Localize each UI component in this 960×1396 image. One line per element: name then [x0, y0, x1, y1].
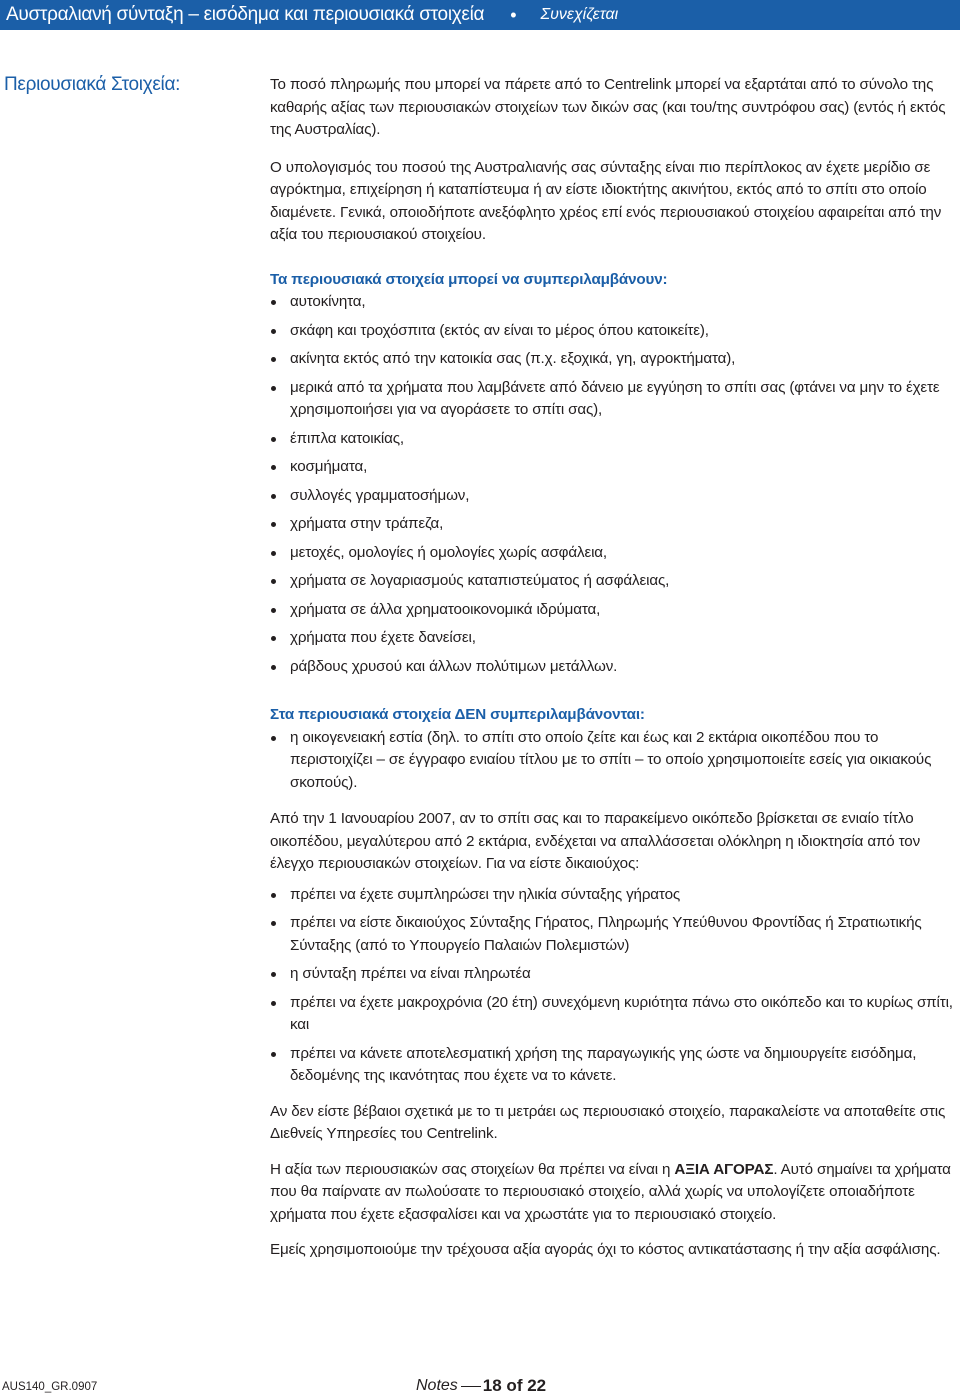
- list-item: ράβδους χρυσού και άλλων πολύτιμων μετάλλων.: [270, 656, 958, 679]
- bullet-icon: [271, 1001, 276, 1006]
- list-item: ακίνητα εκτός από την κατοικία σας (π.χ. εξοχικά, γη, αγροκτήματα),: [270, 348, 958, 371]
- footer-dash: [461, 1386, 481, 1387]
- header-bullet: •: [510, 4, 517, 25]
- bullet-icon: [271, 1052, 276, 1057]
- exclude-heading: Στα περιουσιακά στοιχεία ΔΕΝ συμπεριλαμβάνονται:: [270, 706, 645, 723]
- paragraph-market-value: Η αξία των περιουσιακών σας στοιχείων θα πρέπει να είναι η ΑΞΙΑ ΑΓΟΡΑΣ. Αυτό σημαίνει τα χρήματα που θα παίρνατε αν πωλούσατε το περιουσιακό στοιχείο, αλλά χωρίς να υπολογίζετε οποιαδήποτε χρήματα που έχετε εξασφαλίσει και να χρωστάτε για το περιουσιακό στοιχείο.: [270, 1160, 951, 1223]
- list-item: η οικογενειακή εστία (δηλ. το σπίτι στο οποίο ζείτε και έως και 2 εκτάρια οικοπέδου που το περιστοιχίζει – σε έγγραφο ενιαίου τίτλου με το σπίτι – το οποίο χρησιμοποιείτε εσείς για οικιακούς σκοπούς).: [270, 727, 958, 795]
- bullet-icon: [271, 329, 276, 334]
- section-label: Περιουσιακά Στοιχεία:: [4, 74, 181, 95]
- list-item: κοσμήματα,: [270, 456, 958, 479]
- bullet-icon: [271, 608, 276, 613]
- header-continued: Συνεχίζεται: [540, 6, 619, 23]
- list-item: μερικά από τα χρήματα που λαμβάνετε από δάνειο με εγγύηση το σπίτι σας (φτάνει να μην το έχετε χρησιμοποιήσει για να αγοράσετε το σπίτι σας),: [270, 377, 958, 422]
- list-item: αυτοκίνητα,: [270, 291, 958, 314]
- bullet-icon: [271, 386, 276, 391]
- intro-paragraph-1: Το ποσό πληρωμής που μπορεί να πάρετε από το Centrelink μπορεί να εξαρτάται από το σύνολο της καθαρής αξίας των περιουσιακών στοιχείων των δικών σας (και του/της συντρόφου σας) (εντός ή εκτός της Αυστραλίας).: [270, 76, 946, 138]
- list-item: σκάφη και τροχόσπιτα (εκτός αν είναι το μέρος όπου κατοικείτε),: [270, 320, 958, 343]
- bullet-icon: [271, 665, 276, 670]
- list-item: έπιπλα κατοικίας,: [270, 428, 958, 451]
- bullet-icon: [271, 921, 276, 926]
- page-header: [0, 0, 960, 30]
- include-list: [270, 291, 958, 678]
- bullet-icon: [271, 893, 276, 898]
- exclude-list: [270, 727, 958, 795]
- include-heading: Τα περιουσιακά στοιχεία μπορεί να συμπεριλαμβάνουν:: [270, 270, 668, 288]
- list-item: η σύνταξη πρέπει να είναι πληρωτέα: [270, 963, 958, 986]
- bullet-icon: [271, 636, 276, 641]
- list-item: πρέπει να έχετε συμπληρώσει την ηλικία σύνταξης γήρατος: [270, 884, 958, 907]
- page-count: 18 of 22: [482, 1376, 547, 1395]
- list-item: πρέπει να έχετε μακροχρόνια (20 έτη) συνεχόμενη κυριότητα πάνω στο οικόπεδο και το κυρίως σπίτι, και: [270, 992, 958, 1037]
- list-item: μετοχές, ομολογίες ή ομολογίες χωρίς ασφάλεια,: [270, 542, 958, 565]
- list-item: πρέπει να είστε δικαιούχος Σύνταξης Γήρατος, Πληρωμής Υπεύθυνου Φροντίδας ή Στρατιωτικής Σύνταξης (από το Υπουργείο Παλαιών Πολεμιστών): [270, 912, 958, 957]
- bullet-icon: [271, 437, 276, 442]
- bullet-icon: [271, 357, 276, 362]
- bullet-icon: [271, 300, 276, 305]
- list-item: χρήματα στην τράπεζα,: [270, 513, 958, 536]
- document-code: AUS140_GR.0907: [2, 1381, 98, 1393]
- bullet-icon: [271, 522, 276, 527]
- paragraph-unsure: Αν δεν είστε βέβαιοι σχετικά με το τι μετράει ως περιουσιακό στοιχείο, παρακαλείστε να αποταθείτε στις Διεθνείς Υπηρεσίες του Centrelink.: [270, 1102, 946, 1142]
- notes-label: Notes: [416, 1377, 458, 1394]
- bullet-icon: [271, 551, 276, 556]
- bullet-icon: [271, 465, 276, 470]
- list-item: χρήματα σε λογαριασμούς καταπιστεύματος ή ασφάλειας,: [270, 570, 958, 593]
- bullet-icon: [271, 494, 276, 499]
- market-value-emphasis: ΑΞΙΑ ΑΓΟΡΑΣ: [674, 1160, 774, 1178]
- header-title: Αυστραλιανή σύνταξη – εισόδημα και περιουσιακά στοιχεία: [6, 4, 485, 25]
- page-number: [416, 1376, 546, 1396]
- main-content: [270, 74, 958, 1262]
- bullet-icon: [271, 736, 276, 741]
- list-item: χρήματα που έχετε δανείσει,: [270, 627, 958, 650]
- list-item: χρήματα σε άλλα χρηματοοικονομικά ιδρύματα,: [270, 599, 958, 622]
- bullet-icon: [271, 972, 276, 977]
- paragraph-2007: Από την 1 Ιανουαρίου 2007, αν το σπίτι σας και το παρακείμενο οικόπεδο βρίσκεται σε ενιαίο τίτλο οικοπέδου, μεγαλύτερου από 2 εκτάρια, ενδέχεται να απαλλάσσεται ολόκληρη η ιδιοκτησία από τον έλεγχο περιουσιακών στοιχείων. Για να είστε δικαιούχος:: [270, 810, 921, 872]
- list-item: πρέπει να κάνετε αποτελεσματική χρήση της παραγωγικής γης ώστε να δημιουργείτε εισόδημα, δεδομένης της ικανότητας που έχετε να το κάνετε.: [270, 1043, 958, 1088]
- paragraph-current-value: Εμείς χρησιμοποιούμε την τρέχουσα αξία αγοράς όχι το κόστος αντικατάστασης ή την αξία ασφάλισης.: [270, 1241, 941, 1258]
- bullet-icon: [271, 579, 276, 584]
- intro-paragraph-2: Ο υπολογισμός του ποσού της Αυστραλιανής σας σύνταξης είναι πιο περίπλοκος αν έχετε μερίδιο σε αγρόκτημα, επιχείρηση ή καταπίστευμα ή αν είστε ιδιοκτήτης ακινήτου, εκτός από το σπίτι στο οποίο διαμένετε. Γενικά, οποιοδήποτε ανεξόφλητο χρέος επί ενός περιουσιακού στοιχείου αφαιρείται από την αξία του περιουσιακού στοιχείου.: [270, 158, 942, 243]
- list-item: συλλογές γραμματοσήμων,: [270, 485, 958, 508]
- eligibility-list: [270, 884, 958, 1088]
